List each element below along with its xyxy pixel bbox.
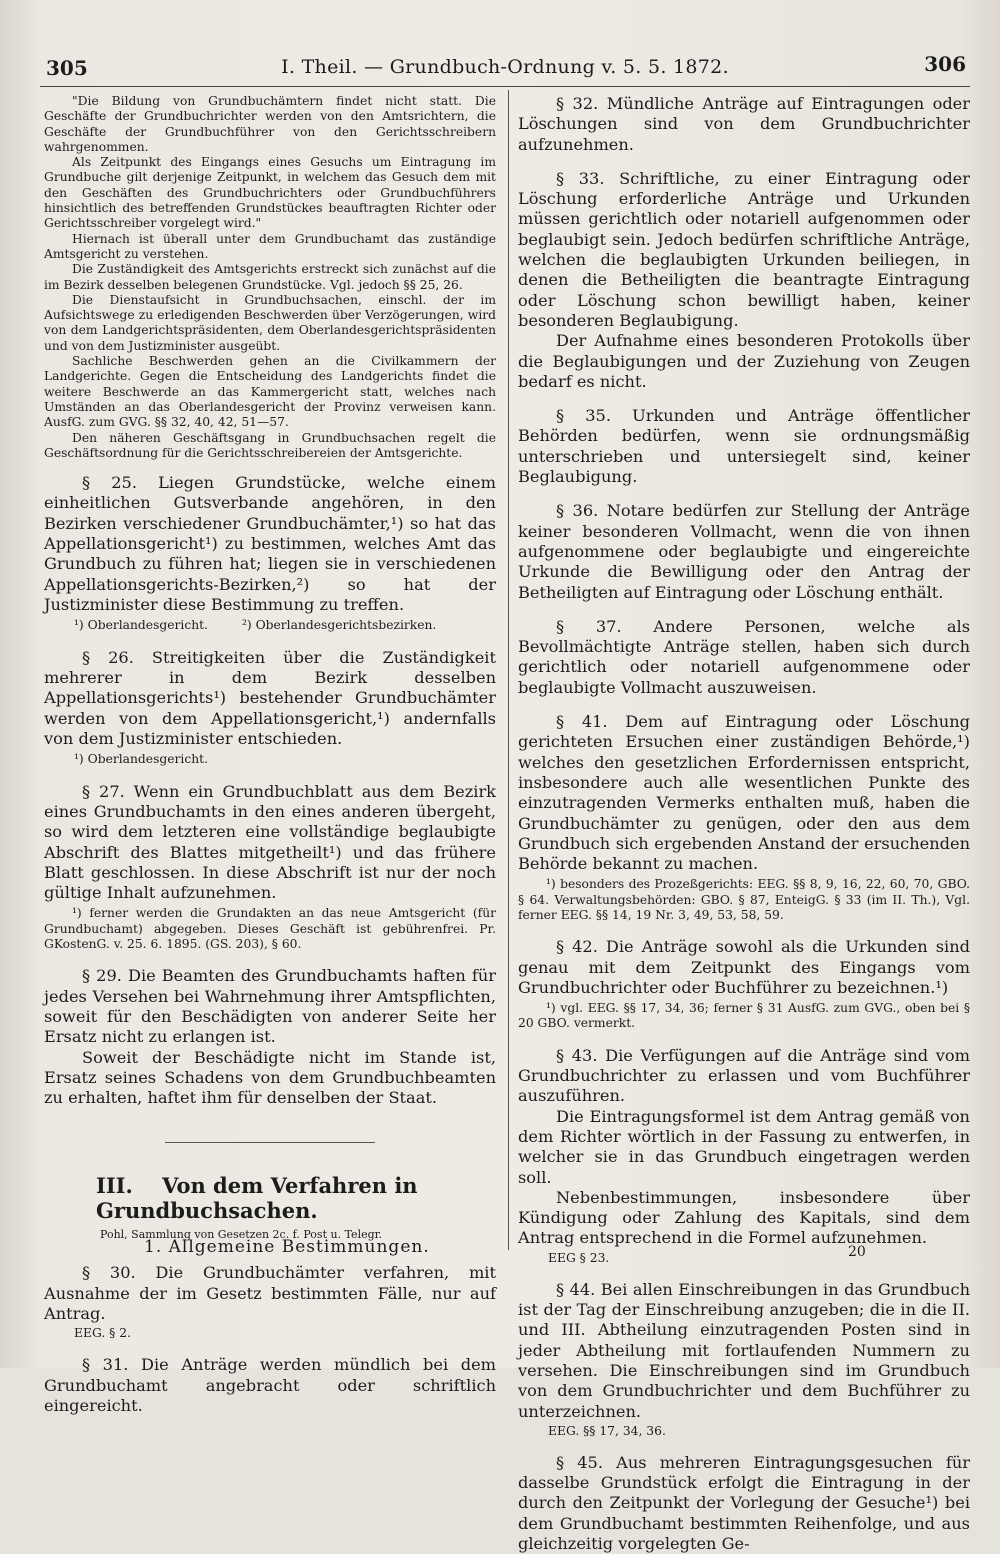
section-44: § 44. Bei allen Einschreibungen in das Grundbuch ist der Tag der Einschreibung anzugeben; die in die II. und III. Abtheilung einzutragenden Posten sind in jeder Abtheilung mit fortlaufenden Nummern zu versehen. Die Einschreibungen sind im Grundbuch von dem Grundbuchrichter und dem Buchführer zu unterzeichnen. — [518, 1279, 970, 1421]
running-title: I. Theil. — Grundbuch-Ordnung v. 5. 5. 1872. — [281, 56, 729, 78]
section-31: § 31. Die Anträge werden mündlich bei dem Grundbuchamt angebracht oder schriftlich eingereicht. — [44, 1355, 496, 1415]
section-43: § 43. Die Verfügungen auf die Anträge sind vom Grundbuchrichter zu erlassen und vom Buchführer auszuführen. — [518, 1045, 970, 1106]
note-paragraph: Hiernach ist überall unter dem Grundbuchamt das zuständige Amtsgericht zu verstehen. — [44, 231, 496, 261]
footnote: ¹) besonders des Prozeßgerichts: EEG. §§ 8, 9, 16, 22, 60, 70, GBO. § 64. Verwaltungsbehörden: GBO. § 87, EnteigG. § 33 (im II. Th.), Vgl. ferner EEG. §§ 14, 19 Nr. 3, 49, 53, 58, 59. — [518, 877, 970, 922]
separator-rule — [165, 1142, 375, 1143]
footnote-1: ¹) Oberlandesgericht. — [74, 618, 209, 633]
reference: EEG § 23. — [548, 1250, 610, 1265]
section-43-paragraph: Die Eintragungsformel ist dem Antrag gemäß von dem Richter wörtlich in der Fassung zu entwerfen, in welcher sie in das Grundbuch eingetragen werden soll. — [518, 1106, 970, 1187]
footnote: ¹) ferner werden die Grundakten an das neue Amtsgericht (für Grundbuchamt) abgegeben. Dieses Geschäft ist gebührenfrei. Pr. GKostenG. v. 25. 6. 1895. (GS. 203), § 60. — [44, 906, 496, 952]
part-number: III. — [96, 1173, 133, 1199]
footnote-2: ²) Oberlandesgerichtsbezirken. — [241, 618, 437, 633]
section-27: § 27. Wenn ein Grundbuchblatt aus dem Bezirk eines Grundbuchamts in den eines anderen übergeht, so wird dem letzteren eine vollständige beglaubigte Abschrift des Blattes mitgetheilt¹) und das frühere Blatt geschlossen. In diese Abschrift ist nur der noch gültige Inhalt aufzunehmen. — [44, 781, 496, 903]
note-paragraph: Sachliche Beschwerden gehen an die Civilkammern der Landgerichte. Gegen die Entscheidung des Landgerichts findet die weitere Beschwerde an das Kammergericht statt, welches nach Umständen an das Oberlandesgericht der Provinz verweisen kann. AusfG. zum GVG. §§ 32, 40, 42, 51—57. — [44, 354, 496, 430]
footnote — [44, 618, 496, 634]
footnote: ¹) vgl. EEG. §§ 17, 34, 36; ferner § 31 AusfG. zum GVG., oben bei § 20 GBO. vermerkt. — [518, 1001, 970, 1031]
section-45: § 45. Aus mehreren Eintragungsgesuchen für dasselbe Grundstück erfolgt die Eintragung in der durch den Zeitpunkt der Vorlegung der Gesuche¹) bei dem Grundbuchamt bestimmten Reihenfolge, und aus gleichzeitig vorgelegten Ge- — [518, 1452, 970, 1553]
section-25: § 25. Liegen Grundstücke, welche einem einheitlichen Gutsverbande angehören, in den Bezirken verschiedener Grundbuchämter,¹) so hat das Appellationsgericht¹) zu bestimmen, welches Amt das Grundbuch zu führen hat; liegen sie in verschiedenen Appellationsgerichts-Bezirken,²) so hat der Justizminister diese Bestimmung zu treffen. — [44, 473, 496, 614]
section-43-paragraph: Nebenbestimmungen, insbesondere über Kündigung oder Zahlung des Kapitals, sind dem Antrag entsprechend in die Formel aufzunehmen. — [518, 1187, 970, 1248]
column-divider — [508, 90, 509, 1250]
part-heading — [96, 1173, 496, 1223]
left-column — [44, 94, 496, 1416]
section-30: § 30. Die Grundbuchämter verfahren, mit Ausnahme der im Gesetz bestimmten Fälle, nur auf Antrag. — [44, 1263, 496, 1324]
section-35: § 35. Urkunden und Anträge öffentlicher Behörden bedürfen, wenn sie ordnungsmäßig unterschrieben und untersiegelt sind, keiner Beglaubigung. — [518, 406, 970, 487]
section-36: § 36. Notare bedürfen zur Stellung der Anträge keiner besonderen Vollmacht, wenn die von ihnen aufgenommene oder beglaubigte und eingereichte Urkunde die Bewilligung oder den Antrag der Betheiligten auf Eintragung oder Löschung enthält. — [518, 501, 970, 602]
section-37: § 37. Andere Personen, welche als Bevollmächtigte Anträge stellen, haben sich durch gerichtlich oder notariell aufgenommene oder beglaubigte Vollmacht auszuweisen. — [518, 616, 970, 697]
note-paragraph: "Die Bildung von Grundbuchämtern findet nicht statt. Die Geschäfte der Grundbuchrichter werden von den Amtsrichtern, die Geschäfte der Grundbuchführer von den Gerichtsschreibern wahrgenommen. — [44, 94, 496, 154]
section-29-paragraph: Soweit der Beschädigte nicht im Stande ist, Ersatz seines Schadens von dem Grundbuchbeamten zu erhalten, haftet ihm für denselben der Staat. — [44, 1047, 496, 1108]
reference: EEG. §§ 17, 34, 36. — [548, 1423, 666, 1438]
section-29: § 29. Die Beamten des Grundbuchamts haften für jedes Versehen bei Wahrnehmung ihrer Amtspflichten, soweit für den Beschädigten von anderer Seite her Ersatz nicht zu erlangen ist. — [44, 966, 496, 1047]
footer-imprint: Pohl, Sammlung von Gesetzen 2c. f. Post u. Telegr. — [100, 1228, 383, 1241]
section-26: § 26. Streitigkeiten über die Zuständigkeit mehrerer in dem Bezirk desselben Appellationsgerichts¹) bestehender Grundbuchämter werden von dem Appellationsgericht,¹) andernfalls von dem Justizminister entschieden. — [44, 647, 496, 748]
subsection-heading: 1. Allgemeine Bestimmungen. — [144, 1237, 430, 1258]
left-page-number: 305 — [46, 56, 88, 80]
section-32: § 32. Mündliche Anträge auf Eintragungen oder Löschungen sind von dem Grundbuchrichter aufzunehmen. — [518, 94, 970, 154]
printer-signature: 20 — [848, 1244, 866, 1260]
section-33-paragraph: Der Aufnahme eines besonderen Protokolls über die Beglaubigungen und der Zuziehung von Zeugen bedarf es nicht. — [518, 331, 970, 391]
reference: EEG. § 2. — [74, 1326, 131, 1341]
footnote: ¹) Oberlandesgericht. — [74, 752, 209, 767]
section-33: § 33. Schriftliche, zu einer Eintragung oder Löschung erforderliche Anträge und Urkunden müssen gerichtlich oder notariell aufgenommen oder beglaubigt sein. Jedoch bedürfen schriftliche Anträge, welchen die beglaubigten Urkunden beiliegen, in denen die Betheiligten die beantragte Eintragung oder Löschung schon bewilligt haben, keiner besonderen Beglaubigung. — [518, 168, 970, 330]
note-paragraph: Die Dienstaufsicht in Grundbuchsachen, einschl. der im Aufsichtswege zu erledigenden Beschwerden über Verzögerungen, wird von dem Landgerichtspräsidenten, dem Oberlandesgerichtspräsidenten und von dem Justizminister ausgeübt. — [44, 292, 496, 353]
section-41: § 41. Dem auf Eintragung oder Löschung gerichteten Ersuchen einer zuständigen Behörde,¹) welches den gesetzlichen Erfordernissen entspricht, insbesondere auch alle wesentlichen Punkte des einzutragenden Vermerks enthalten muß, haben die Grundbuchämter zu genügen, oder den aus dem Grundbuch sich ergebenden Anstand der ersuchenden Behörde bekannt zu machen. — [518, 712, 970, 874]
part-title: Von dem Verfahren in Grundbuchsachen. — [96, 1173, 418, 1224]
section-42: § 42. Die Anträge sowohl als die Urkunden sind genau mit dem Zeitpunkt des Eingangs vom Grundbuchrichter oder Buchführer zu bezeichnen.¹) — [518, 937, 970, 997]
page-header — [40, 50, 970, 87]
note-paragraph: Den näheren Geschäftsgang in Grundbuchsachen regelt die Geschäftsordnung für die Gerichtsschreibereien der Amtsgerichte. — [44, 430, 496, 460]
right-column — [518, 94, 970, 1554]
right-page-number: 306 — [924, 52, 966, 76]
note-paragraph: Die Zuständigkeit des Amtsgerichts erstreckt sich zunächst auf die im Bezirk desselben belegenen Grundstücke. Vgl. jedoch §§ 25, 26. — [44, 262, 496, 292]
note-paragraph: Als Zeitpunkt des Eingangs eines Gesuchs um Eintragung im Grundbuche gilt derjenige Zeitpunkt, in welchem das Gesuch dem mit den Geschäften des Grundbuchrichters oder Grundbuchführers hinsichtlich des betreffenden Grundstückes beauftragten Richter oder Gerichtsschreiber vorgelegt wird." — [44, 155, 496, 231]
